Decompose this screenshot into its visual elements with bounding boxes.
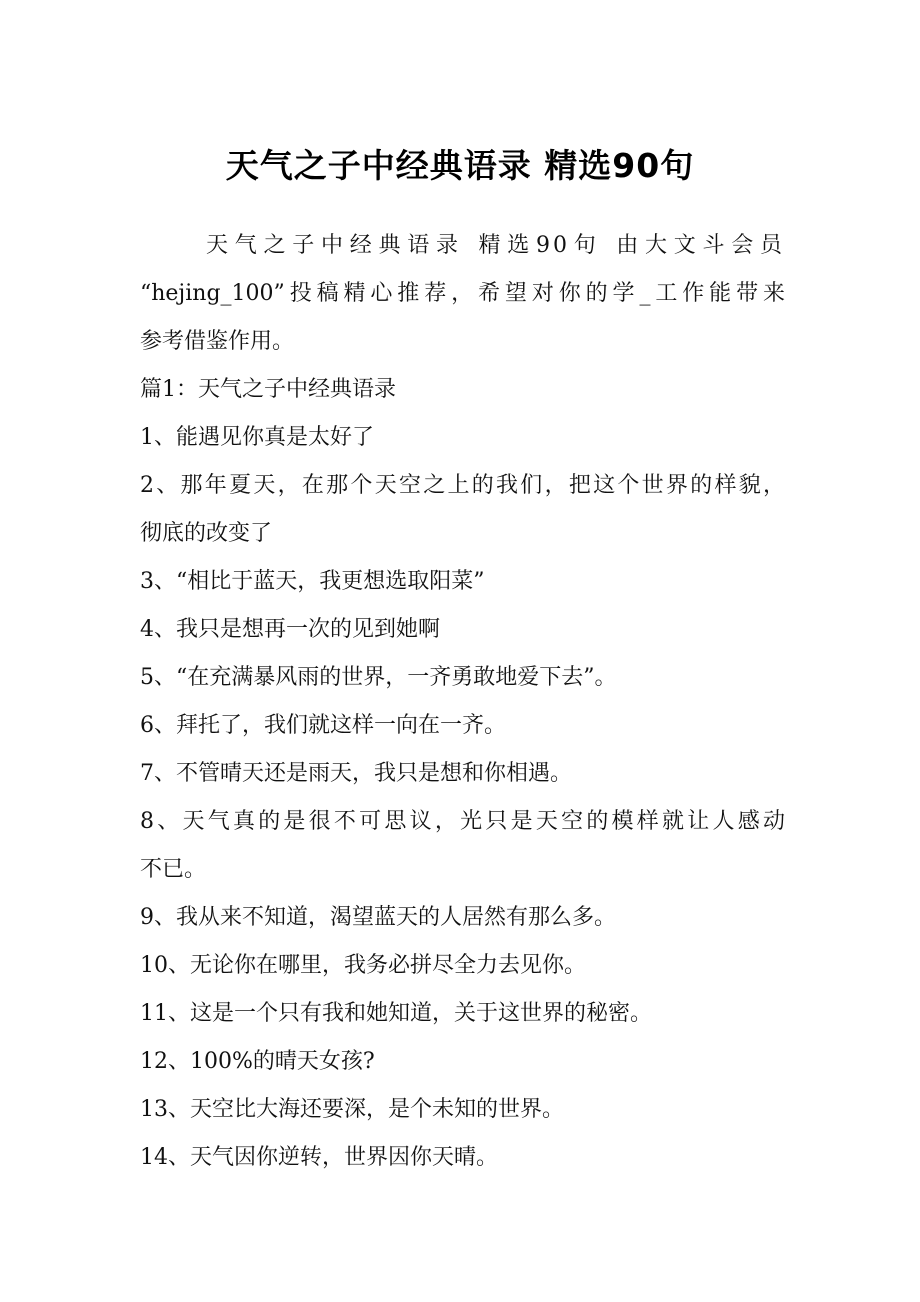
quote-line: 10、无论你在哪里，我务必拼尽全力去见你。 — [140, 953, 586, 978]
document-body — [140, 222, 785, 1182]
intro-line: 参考借鉴作用。 — [140, 329, 295, 354]
quote-line: 11、这是一个只有我和她知道，关于这世界的秘密。 — [140, 1001, 652, 1026]
quote-line: 9、我从来不知道，渴望蓝天的人居然有那么多。 — [140, 905, 616, 930]
quote-line: 6、拜托了，我们就这样一向在一齐。 — [140, 713, 506, 738]
quote-line: 8、天气真的是很不可思议，光只是天空的模样就让人感动 — [140, 809, 785, 834]
quote-line: 5、“在充满暴风雨的世界，一齐勇敢地爱下去”。 — [140, 665, 617, 690]
quote-line: 2、那年夏天，在那个天空之上的我们，把这个世界的样貌， — [140, 473, 785, 498]
quote-line: 14、天气因你逆转，世界因你天晴。 — [140, 1145, 498, 1170]
quote-line: 1、能遇见你真是太好了 — [140, 425, 374, 450]
quote-line: 13、天空比大海还要深，是个未知的世界。 — [140, 1097, 564, 1122]
quote-line: 不已。 — [140, 857, 207, 882]
document-title: 天气之子中经典语录 精选90句 — [225, 146, 695, 185]
quote-line: 3、“相比于蓝天，我更想选取阳菜” — [140, 569, 485, 594]
quote-line: 12、100%的晴天女孩? — [140, 1049, 375, 1074]
section-heading: 篇1：天气之子中经典语录 — [140, 377, 396, 402]
intro-line: “hejing_100”投稿精心推荐，希望对你的学_工作能带来 — [140, 281, 785, 306]
quote-line: 4、我只是想再一次的见到她啊 — [140, 617, 440, 642]
quote-line: 7、不管晴天还是雨天，我只是想和你相遇。 — [140, 761, 572, 786]
quote-line: 彻底的改变了 — [140, 521, 273, 546]
intro-line: 天气之子中经典语录 精选90句 由大文斗会员 — [206, 233, 785, 258]
